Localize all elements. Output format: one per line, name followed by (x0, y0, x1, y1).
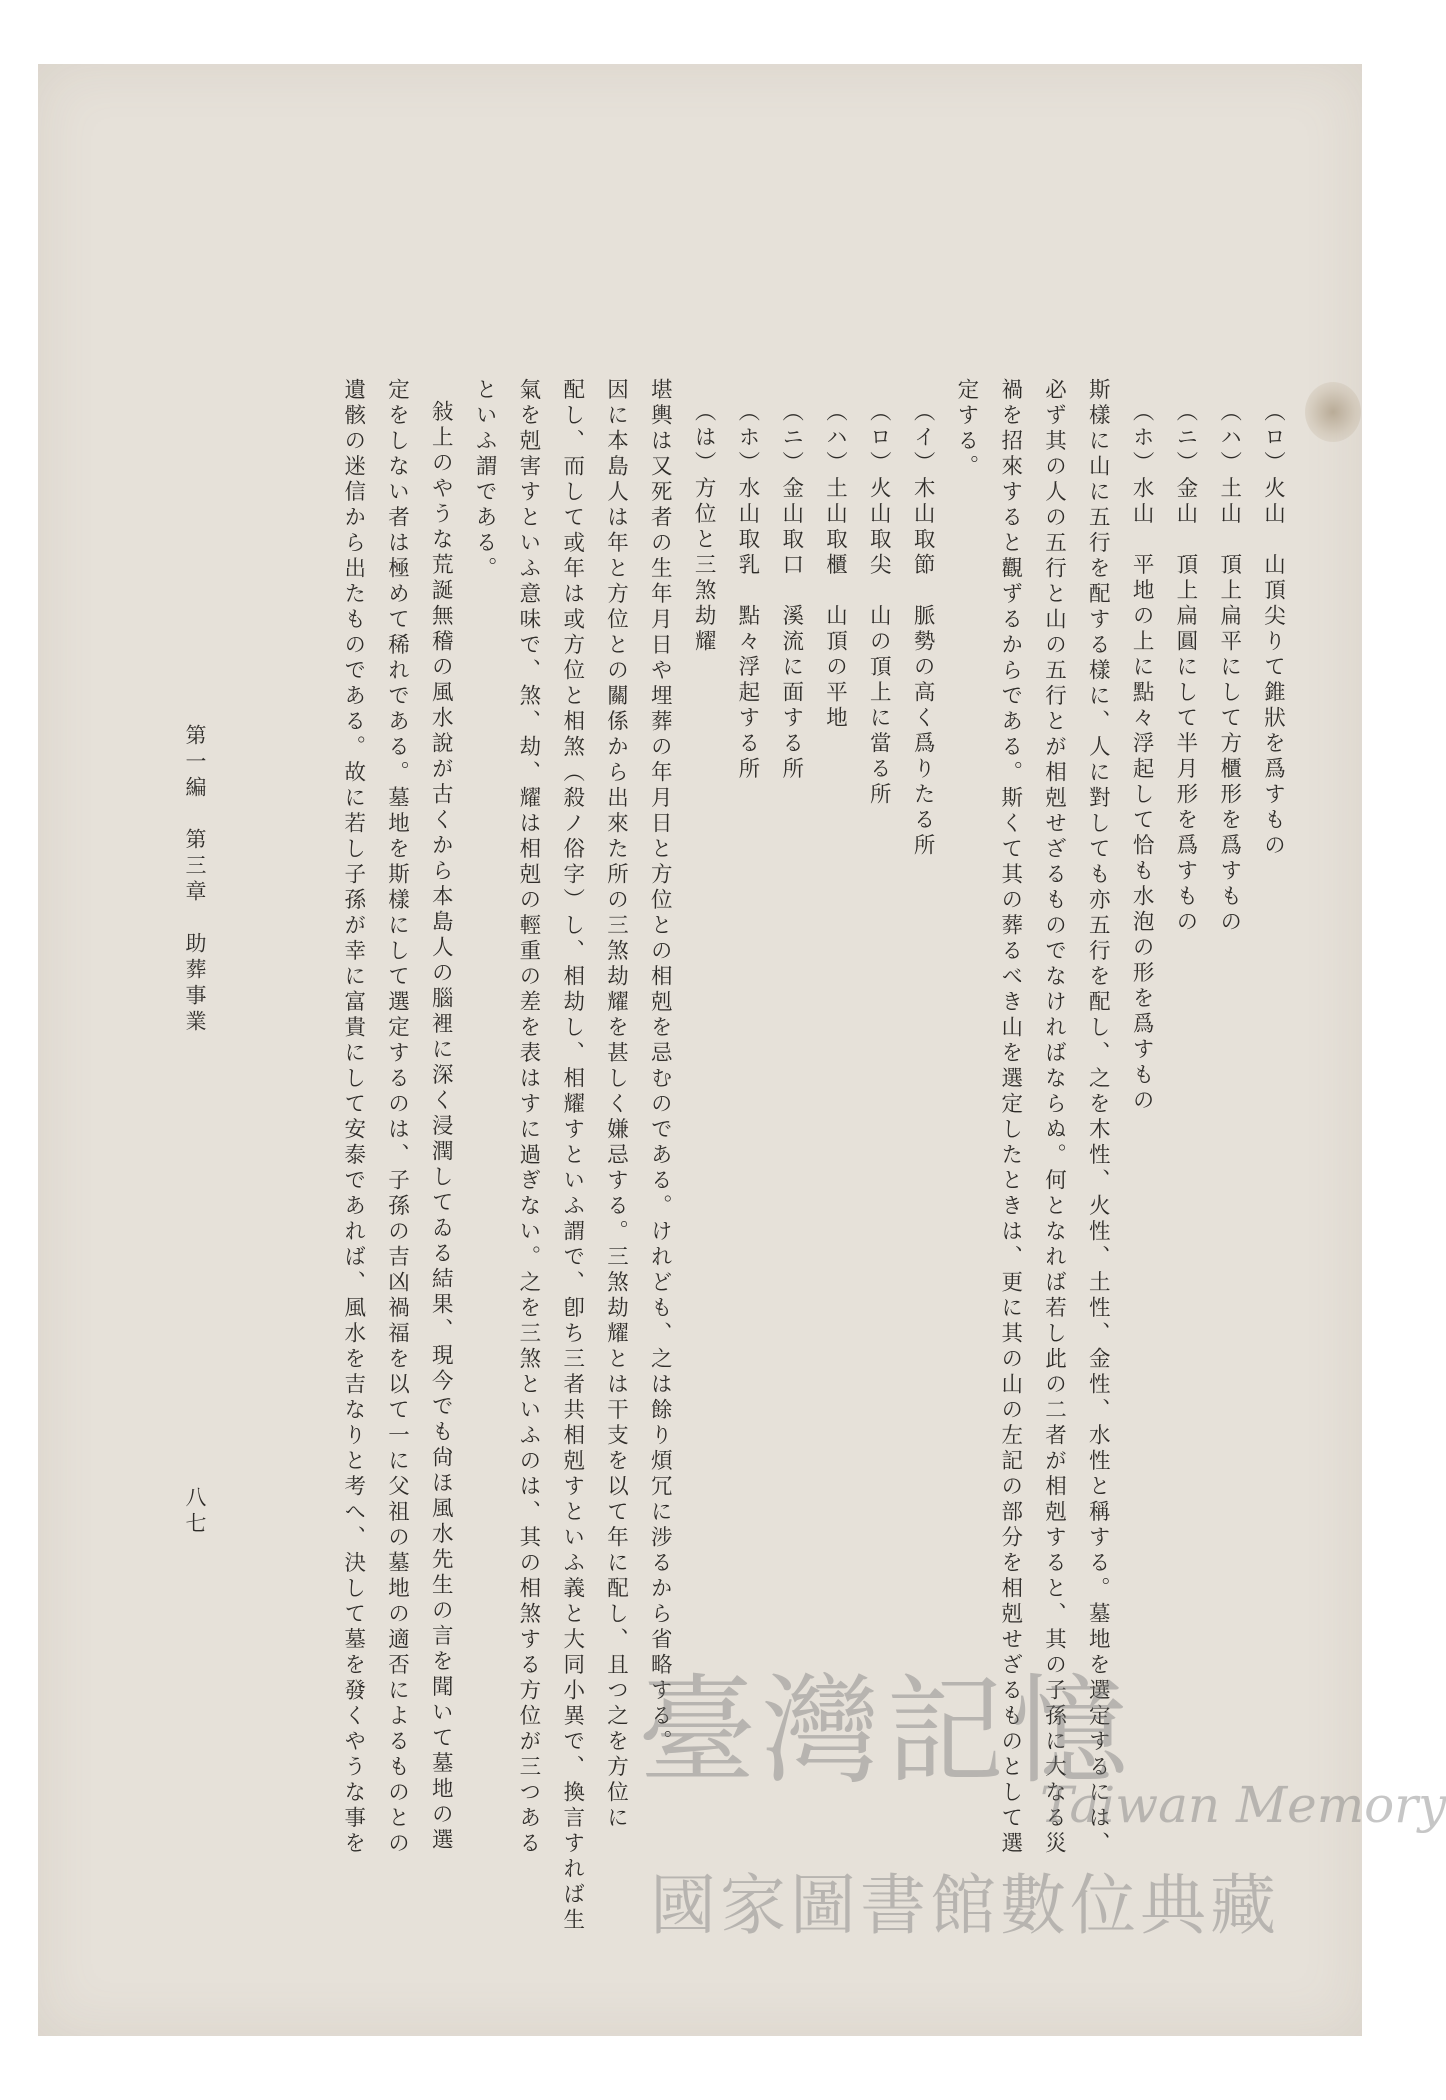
text-line: （ロ）火山取尖 山の頂上に當る所 (866, 400, 892, 808)
text-line: 敍上のやうな荒誕無稽の風水說が古くから本島人の腦裡に深く浸潤してゐる結果、現今でも尙ほ風水先生の言を聞いて墓地の選 (428, 400, 454, 1854)
watermark-title: 臺灣記憶 (638, 1662, 1135, 1800)
text-line: 禍を招來すると觀ずるからである。斯くて其の葬るべき山を選定したときは、更に其の山の左記の部分を相剋せざるものとして選 (997, 378, 1023, 1857)
text-line: 堪輿は又死者の生年月日や埋葬の年月日と方位との相剋を忌むのである。けれども、之は餘り煩冗に涉るから省略する。 (647, 378, 673, 1755)
watermark-subtitle: 國家圖書館數位典藏 (650, 1867, 1280, 1944)
text-line: （ハ）土山 頂上扁平にして方櫃形を爲すもの (1216, 400, 1242, 936)
text-line: （は）方位と三煞劫耀 (691, 400, 717, 655)
text-line: （ハ）土山取櫃 山頂の平地 (822, 400, 848, 732)
text-line: （ニ）金山取口 溪流に面する所 (778, 400, 804, 783)
text-line: 氣を剋害すといふ意味で、煞、劫、耀は相剋の輕重の差を表はすに過ぎない。之を三煞といふのは、其の相煞する方位が三つある (515, 378, 541, 1857)
text-line: （ロ）火山 山頂尖りて錐狀を爲すもの (1260, 400, 1286, 859)
chapter-heading: 第一編 第三章 助葬事業 (183, 724, 207, 1036)
watermark-english: Taiwan Memory (1040, 1776, 1446, 1834)
text-line: 必ず其の人の五行と山の五行とが相剋せざるものでなければならぬ。何となれば若し此の二者が相剋すると、其の子孫に大なる災 (1041, 378, 1067, 1857)
text-line: 定をしない者は極めて稀れである。墓地を斯樣にして選定するのは、子孫の吉凶禍福を以て一に父祖の墓地の適否によるものとの (384, 378, 410, 1857)
scanned-page (38, 64, 1362, 2036)
text-line: 配し、而して或年は或方位と相煞（殺ノ俗字）し、相劫し、相耀すといふ謂で、卽ち三者共相剋すといふ義と大同小異で、換言すれば生 (559, 378, 585, 1934)
text-line: （イ）木山取節 脈勢の高く爲りたる所 (910, 400, 936, 859)
text-line: 遺骸の迷信から出たものである。故に若し子孫が幸に富貴にして安泰であれば、風水を吉なりと考へ、決して墓を發くやうな事を (340, 378, 366, 1857)
text-line: 因に本島人は年と方位との關係から出來た所の三煞劫耀を甚しく嫌忌する。三煞劫耀とは干支を以て年に配し、且つ之を方位に (603, 378, 629, 1832)
text-line: （ホ）水山取乳 點々浮起する所 (734, 400, 760, 783)
text-line: （ホ）水山 平地の上に點々浮起して恰も水泡の形を爲すもの (1129, 400, 1155, 1114)
paper-stain (1305, 382, 1361, 442)
text-line: 定する。 (953, 378, 979, 480)
page-number: 八七 (183, 1486, 207, 1538)
text-line: （ニ）金山 頂上扁圓にして半月形を爲すもの (1172, 400, 1198, 936)
text-line: 斯樣に山に五行を配する樣に、人に對しても亦五行を配し、之を木性、火性、土性、金性、水性と稱する。墓地を選定するには、 (1085, 378, 1111, 1857)
text-line: といふ謂である。 (472, 378, 498, 582)
